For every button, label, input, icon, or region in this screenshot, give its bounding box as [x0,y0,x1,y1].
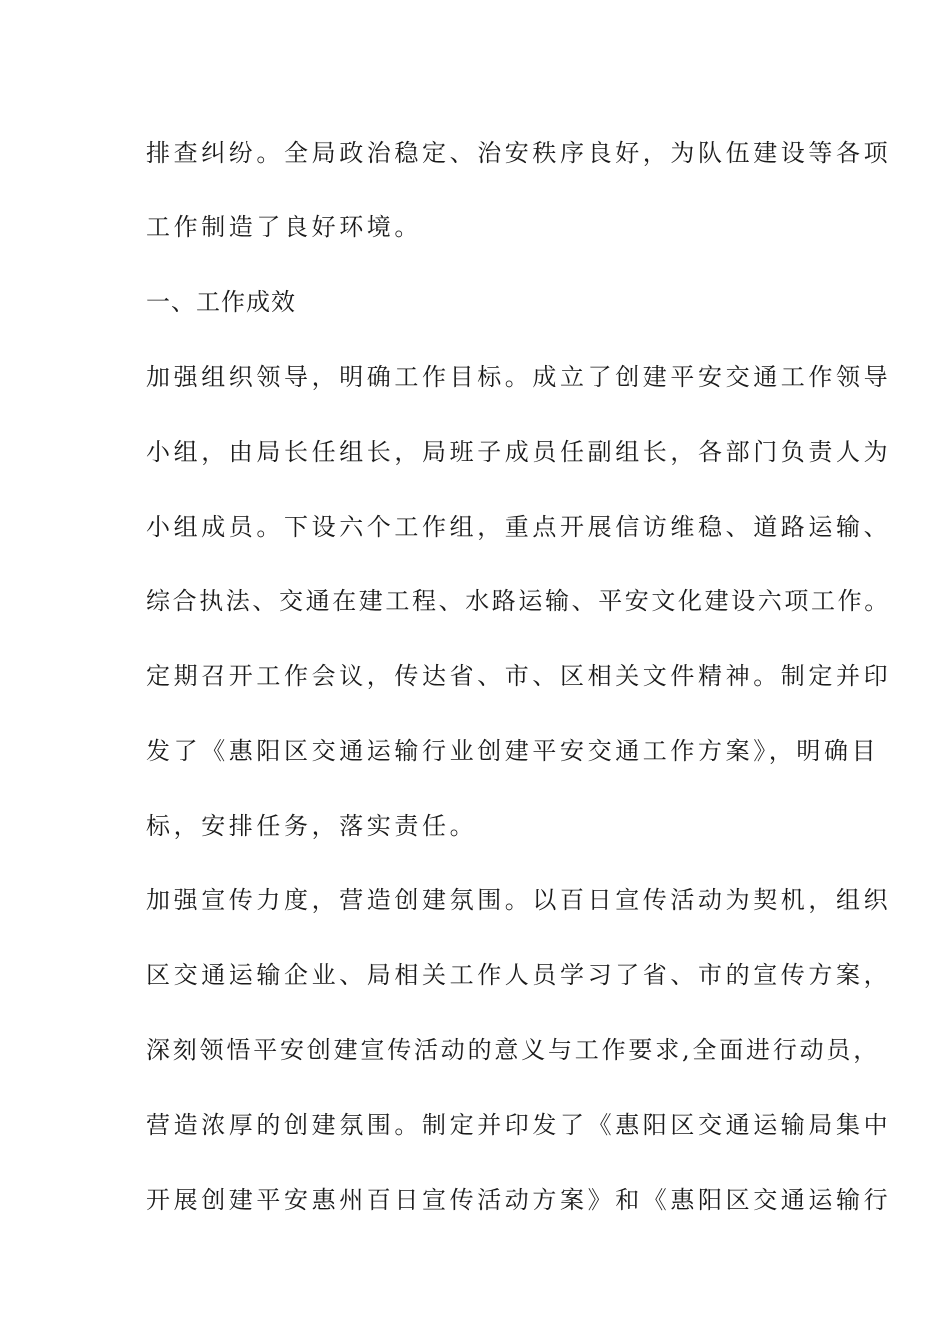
text-line: 开展创建平安惠州百日宣传活动方案》和《惠阳区交通运输行 [146,1186,892,1214]
section-heading: 一、工作成效 [146,288,296,316]
text-line: 发了《惠阳区交通运输行业创建平安交通工作方案》，明确目 [146,737,880,765]
text-line: 定期召开工作会议，传达省、市、区相关文件精神。制定并印 [146,662,892,690]
text-line: 小组成员。下设六个工作组，重点开展信访维稳、道路运输、 [146,513,892,541]
text-line: 综合执法、交通在建工程、水路运输、平安文化建设六项工作。 [146,587,891,615]
text-line: 工作制造了良好环境。 [146,213,422,241]
text-line: 排查纠纷。全局政治稳定、治安秩序良好，为队伍建设等各项 [146,139,892,167]
text-line: 深刻领悟平安创建宣传活动的意义与工作要求,全面进行动员， [146,1036,881,1064]
text-line: 加强宣传力度，营造创建氛围。以百日宣传活动为契机，组织 [146,886,892,914]
text-line: 营造浓厚的创建氛围。制定并印发了《惠阳区交通运输局集中 [146,1111,892,1139]
text-line: 加强组织领导，明确工作目标。成立了创建平安交通工作领导 [146,363,892,391]
text-line: 小组，由局长任组长，局班子成员任副组长，各部门负责人为 [146,438,892,466]
text-line: 标，安排任务，落实责任。 [146,812,478,840]
text-line: 区交通运输企业、局相关工作人员学习了省、市的宣传方案， [146,961,892,989]
